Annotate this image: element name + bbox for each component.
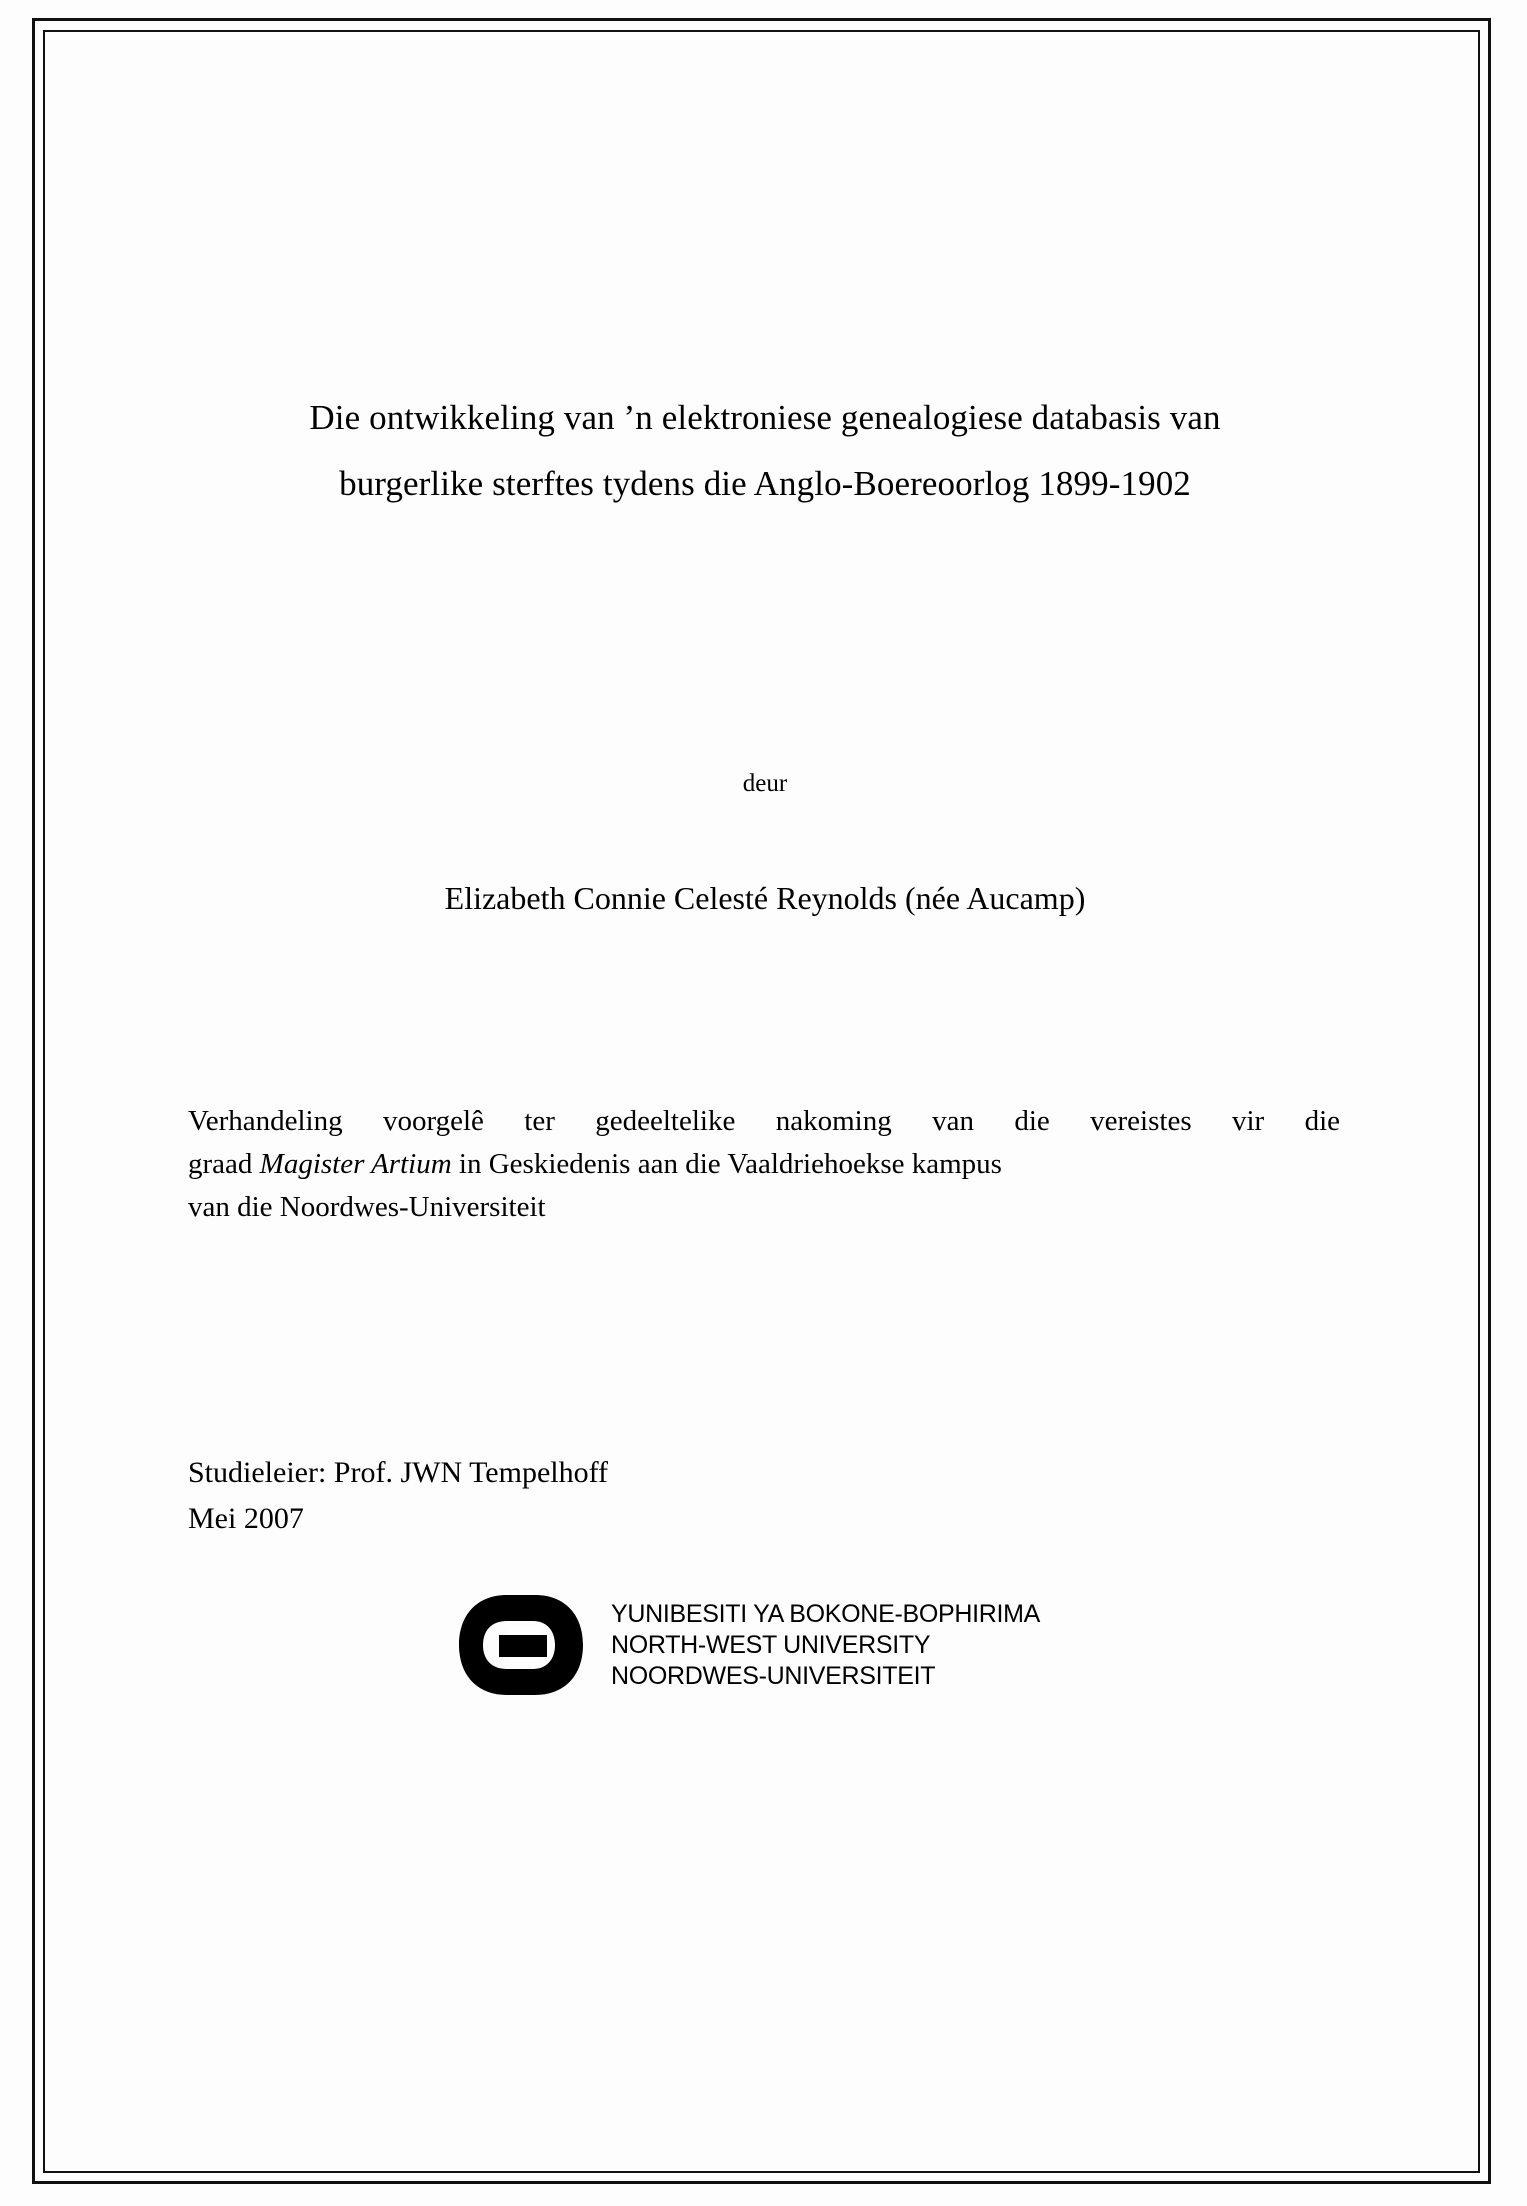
document-title	[185, 385, 1345, 517]
supervisor-block	[188, 1450, 1088, 1542]
logo-text-block	[611, 1599, 1040, 1692]
statement-line-2	[188, 1143, 1340, 1186]
date-line: Mei 2007	[188, 1502, 304, 1535]
title-line-1: Die ontwikkeling van ’n elektroniese genealogiese databasis van	[309, 398, 1221, 437]
statement-line-1: Verhandeling voorgelê ter gedeeltelike nakoming van die vereistes vir die	[188, 1105, 1340, 1137]
supervisor-line: Studieleier: Prof. JWN Tempelhoff	[188, 1456, 609, 1489]
page-content	[185, 60, 1345, 2120]
degree-name: Magister Artium	[259, 1148, 452, 1180]
statement-line-3: van die Noordwes-Universiteit	[188, 1191, 546, 1223]
statement-line-2-pre: graad	[188, 1148, 260, 1180]
university-logo	[455, 1585, 1175, 1705]
by-label: deur	[742, 770, 788, 797]
title-line-2: burgerlike sterftes tydens die Anglo-Boereoorlog 1899-1902	[339, 464, 1191, 503]
nwu-logo-icon	[455, 1591, 603, 1699]
degree-statement	[188, 1100, 1340, 1229]
logo-line-3: NOORDWES-UNIVERSITEIT	[611, 1661, 936, 1690]
author-name: Elizabeth Connie Celesté Reynolds (née Aucamp)	[444, 880, 1086, 916]
statement-line-2-post: in Geskiedenis aan die Vaaldriehoekse kampus	[451, 1148, 1002, 1180]
logo-line-2: NORTH-WEST UNIVERSITY	[611, 1630, 931, 1659]
logo-line-1: YUNIBESITI YA BOKONE-BOPHIRIMA	[611, 1599, 1041, 1628]
